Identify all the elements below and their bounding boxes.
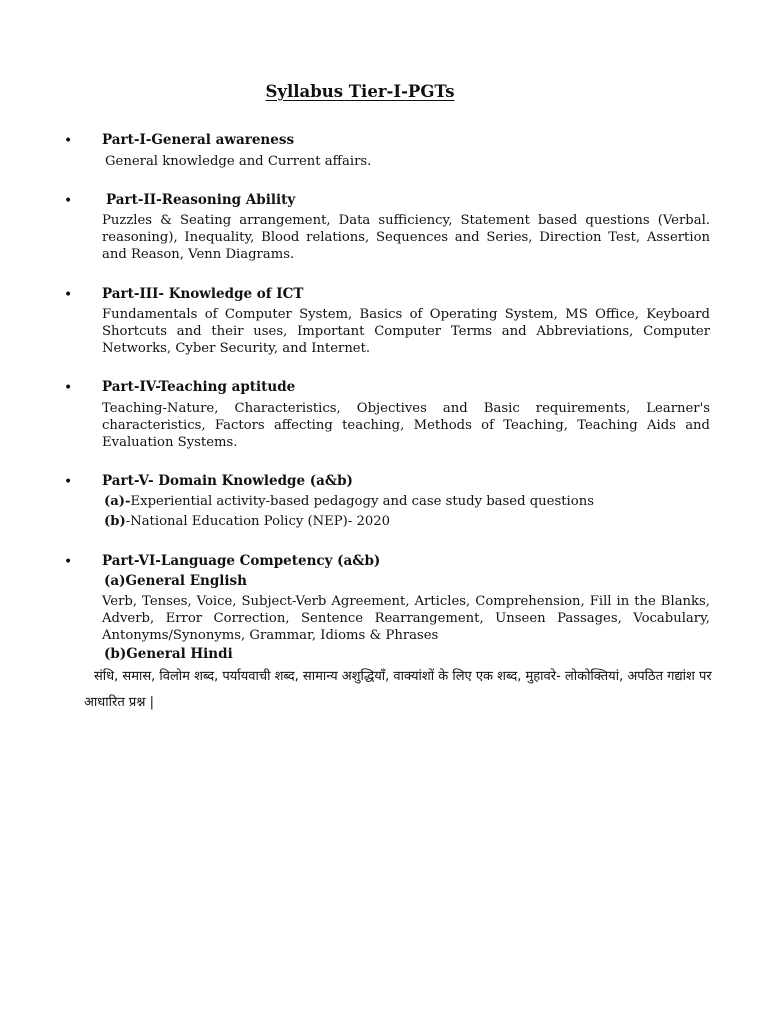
subitem-b-label: (b)	[104, 514, 126, 529]
general-english-body: Verb, Tenses, Voice, Subject-Verb Agreement, Articles, Comprehension, Fill in the Blanks, Adverb, Error Correction, Sentence Rearrangement, Unseen Passages, Vocabulary, Antonyms/Synonyms, Grammar, Idioms & Phrases	[102, 594, 710, 643]
subitem-b	[104, 513, 390, 530]
subitem-b-text: -National Education Policy (NEP)- 2020	[125, 514, 391, 529]
section-heading: Part-III- Knowledge of ICT	[102, 286, 304, 302]
section-heading: Part-I-General awareness	[102, 132, 295, 148]
bullet: •	[64, 133, 73, 149]
bullet: •	[64, 380, 73, 396]
section-heading: Part-V- Domain Knowledge (a&b)	[102, 473, 353, 489]
bullet: •	[64, 554, 73, 570]
section-heading: Part-IV-Teaching aptitude	[102, 379, 296, 395]
subitem-a	[104, 493, 594, 510]
subitem-a-text: Experiential activity-based pedagogy and case study based questions	[130, 494, 594, 509]
subitem-a-label: (a)-	[104, 494, 131, 509]
general-hindi-body: संधि, समास, विलोम शब्द, पर्यायवाची शब्द, सामान्य अशुद्धियाँ, वाक्यांशों के लिए एक शब्द, मुहावरे- लोकोक्तियां, अपठित गद्यांश पर आधारित प्रश्न |	[84, 669, 712, 710]
bullet: •	[64, 287, 73, 303]
section-heading: Part-VI-Language Competency (a&b)	[102, 553, 381, 569]
section-body: Fundamentals of Computer System, Basics of Operating System, MS Office, Keyboard Shortcuts and their uses, Important Computer Terms and Abbreviations, Computer Networks, Cyber Security, and Internet.	[102, 307, 710, 356]
section-heading: Part-II-Reasoning Ability	[106, 192, 296, 208]
subheading-general-english: (a)General English	[104, 573, 247, 589]
section-body: Puzzles & Seating arrangement, Data sufficiency, Statement based questions (Verbal. reasoning), Inequality, Blood relations, Sequences and Series, Direction Test, Assertion and Reason, Venn Diagrams.	[102, 213, 710, 262]
bullet: •	[64, 193, 73, 209]
page-title: Syllabus Tier-I-PGTs	[265, 82, 455, 101]
subheading-general-hindi: (b)General Hindi	[104, 646, 233, 662]
section-body: General knowledge and Current affairs.	[105, 154, 372, 169]
section-body: Teaching-Nature, Characteristics, Objectives and Basic requirements, Learner's characteristics, Factors affecting teaching, Methods of Teaching, Teaching Aids and Evaluation Systems.	[102, 401, 710, 450]
bullet: •	[64, 474, 73, 490]
